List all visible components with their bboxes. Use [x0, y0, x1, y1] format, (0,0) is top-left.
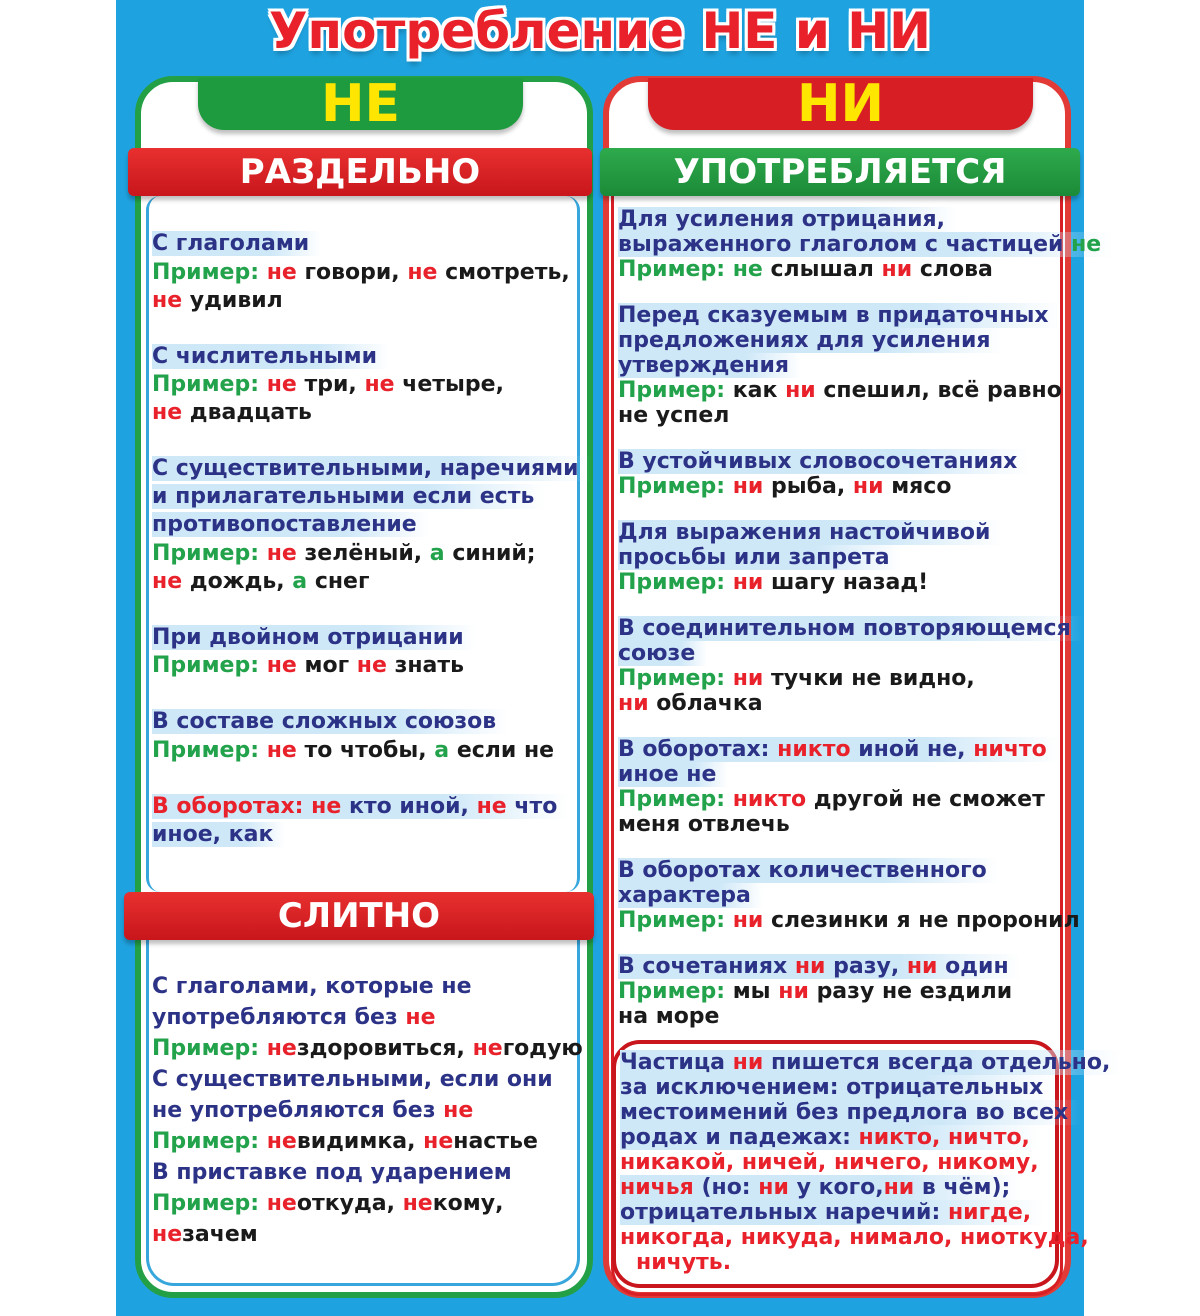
rule-example: Пример: нездоровиться, негодую [152, 1036, 583, 1061]
used-ribbon: УПОТРЕБЛЯЕТСЯ [600, 148, 1080, 196]
exception-text: родах и падежах: никто, ничто, [620, 1125, 1042, 1151]
exception-text: за исключением: отрицательных [620, 1075, 1055, 1101]
exception-text: Частица ни пишется всегда отдельно, [620, 1050, 1122, 1076]
rule-example: Пример: невидимка, ненастье [152, 1129, 538, 1154]
rule-example: Пример: не то чтобы, а если не [152, 738, 555, 763]
rule-heading: В соединительном повторяющемся [618, 616, 1083, 642]
rule-heading: характера [618, 883, 763, 909]
rule-heading: иное не [618, 762, 728, 788]
rule-example: незачем [152, 1222, 258, 1247]
rule-heading: В оборотах: не кто иной, не что [152, 794, 569, 820]
rule-heading: выраженного глаголом с частицей не [618, 232, 1113, 258]
rule-heading: Для выражения настойчивой [618, 520, 1002, 546]
rule-example: меня отвлечь [618, 812, 790, 837]
rule-heading: В оборотах: никто иной не, ничто [618, 737, 1059, 763]
rule-heading: предложениях для усиления [618, 328, 1003, 354]
rule-heading: союзе [618, 641, 707, 667]
rule-example: не дождь, а снег [152, 569, 370, 594]
rule-heading: Перед сказуемым в придаточных [618, 303, 1061, 329]
rule-example: Пример: ни рыба, ни мясо [618, 474, 952, 499]
page-title: Употребление НЕ и НИ [268, 2, 931, 60]
exception-text: ничуть. [636, 1250, 732, 1275]
rule-heading: иное, как [152, 822, 285, 848]
rule-example: Пример: ни тучки не видно, [618, 666, 975, 691]
rule-heading: С существительными, наречиями [152, 456, 591, 482]
rule-heading: С глаголами [152, 231, 321, 257]
rule-example: Пример: как ни спешил, всё равно [618, 378, 1062, 403]
separate-ribbon: РАЗДЕЛЬНО [128, 148, 592, 196]
rule-example: не двадцать [152, 400, 312, 425]
rule-example: Пример: не мог не знать [152, 653, 465, 678]
rule-heading: утверждения [618, 353, 801, 379]
rule-heading: При двойном отрицании [152, 625, 476, 651]
rule-heading: употребляются без не [152, 1005, 436, 1030]
rule-example: Пример: никто другой не сможет [618, 787, 1045, 812]
rule-example: Пример: мы ни разу не ездили [618, 979, 1013, 1004]
rule-heading: С глаголами, которые не [152, 974, 472, 999]
rule-example: Пример: не слышал ни слова [618, 257, 993, 282]
rule-example: Пример: не три, не четыре, [152, 372, 504, 397]
together-ribbon: СЛИТНО [124, 892, 594, 940]
rule-example: Пример: ни шагу назад! [618, 570, 929, 595]
exception-text: местоимений без предлога во всех [620, 1100, 1080, 1126]
exception-text: ничья (но: ни у кого,ни в чём); [620, 1175, 1022, 1201]
rule-heading: В оборотах количественного [618, 858, 999, 884]
rule-heading: В составе сложных союзов [152, 709, 508, 735]
ni-tab: НИ [648, 78, 1033, 130]
rule-heading: С числительными [152, 344, 389, 370]
rule-heading: и прилагательными если есть [152, 484, 546, 510]
rule-heading: В приставке под ударением [152, 1160, 512, 1185]
ne-tab: НЕ [198, 78, 523, 130]
rule-heading: не употребляются без не [152, 1098, 474, 1123]
rule-example: Пример: неоткуда, некому, [152, 1191, 504, 1216]
rule-example: не успел [618, 403, 730, 428]
rule-heading: противопоставление [152, 512, 429, 538]
rule-example: Пример: не говори, не смотреть, [152, 260, 570, 285]
rule-example: Пример: ни слезинки я не проронил [618, 908, 1080, 933]
exception-text: никогда, никуда, нимало, ниоткуда, [620, 1225, 1089, 1250]
rule-heading: Для усиления отрицания, [618, 207, 957, 233]
rule-heading: В сочетаниях ни разу, ни один [618, 954, 1021, 980]
rule-example: не удивил [152, 288, 283, 313]
rule-heading: В устойчивых словосочетаниях [618, 449, 1029, 475]
exception-text: отрицательных наречий: нигде, [620, 1200, 1043, 1226]
rule-heading: С существительными, если они [152, 1067, 553, 1092]
exception-text: никакой, ничей, ничего, никому, [620, 1150, 1039, 1175]
rule-example: на море [618, 1004, 720, 1029]
rule-example: ни облачка [618, 691, 763, 716]
rule-example: Пример: не зелёный, а синий; [152, 541, 536, 566]
rule-heading: просьбы или запрета [618, 545, 902, 571]
